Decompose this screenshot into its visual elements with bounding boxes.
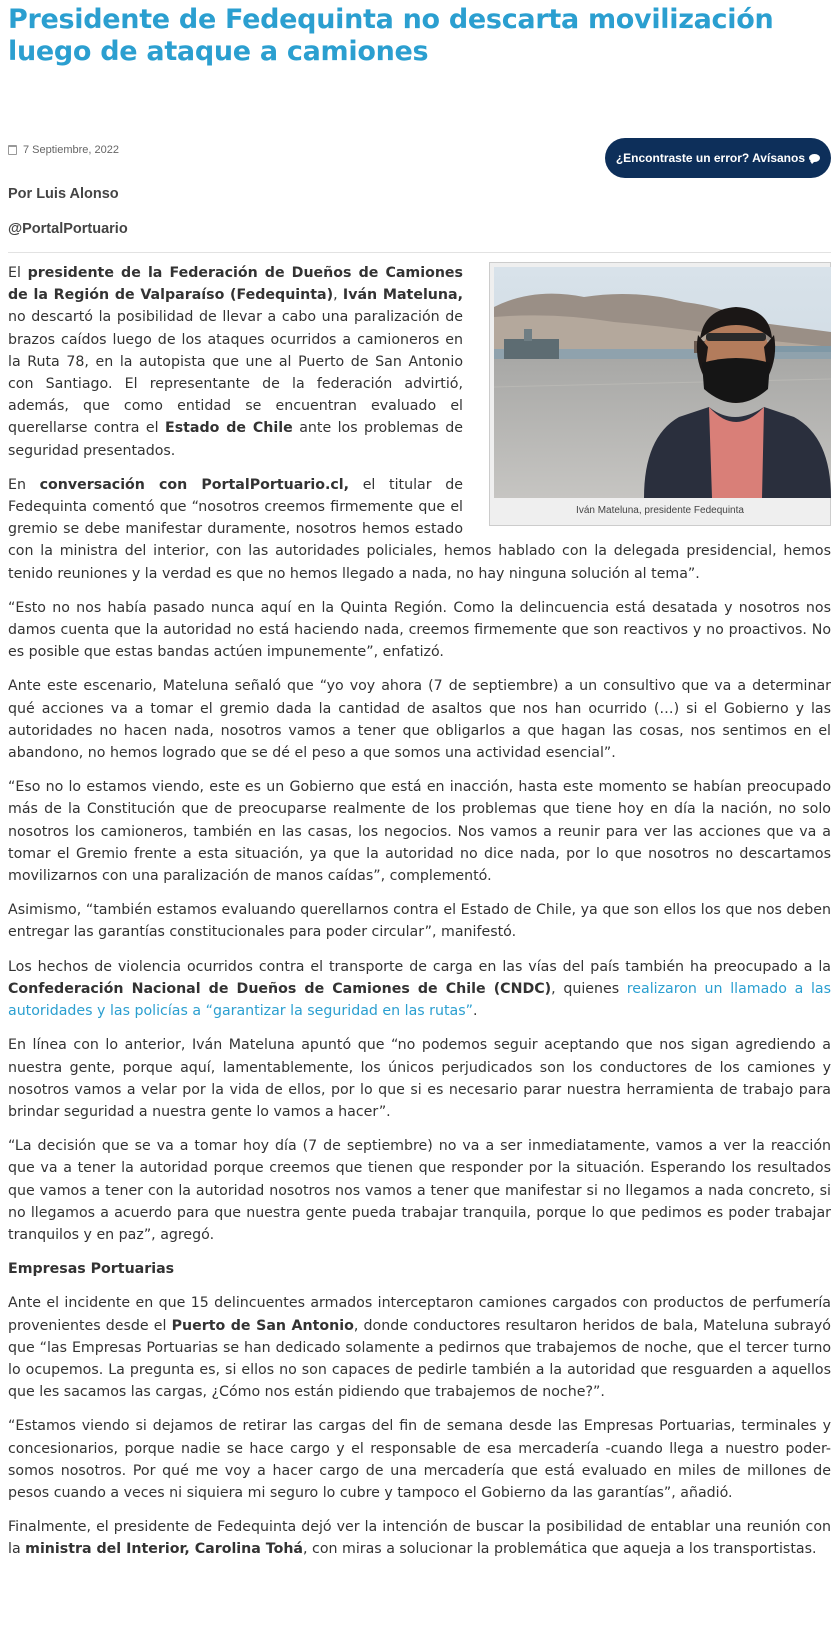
paragraph-10: Ante el incidente en que 15 delincuentes armados interceptaron camiones cargados con productos de perfumería provenientes desde el Puerto de San Antonio, donde conductores resultaron heridos de bala, Mateluna subrayó que “las Empresas Portuarias se han dedicado solamente a pedirnos que trabajemos de noche, que el tercer turno lo ocupemos. La pregunta es, si ellos no son capaces de pedirle también a la autoridad que resguarden a aquellos que les sacamos las cargas, ¿Cómo nos están pidiendo que trabajemos de noche?”. [8, 1295, 831, 1401]
comment-icon [809, 154, 820, 162]
article-title: Presidente de Fedequinta no descarta movilización luego de ataque a camiones [8, 4, 774, 67]
cndc-link[interactable]: realizaron un llamado a las autoridades y las policías a “garantizar la seguridad en las rutas” [8, 980, 831, 1020]
date-text: 7 Septiembre, 2022 [23, 144, 120, 156]
divider [8, 252, 831, 253]
paragraph-6: Asimismo, “también estamos evaluando querellarnos contra el Estado de Chile, ya que son ellos los que nos deben entregar las garantías constitucionales para poder circular”, manifestó. [8, 902, 831, 941]
article-date [8, 144, 119, 156]
paragraph-2: En conversación con PortalPortuario.cl, el titular de Fedequinta comentó que “nosotros creemos firmemente que el gremio se debe manifestar duramente, nosotros hemos estado con la ministra del interior, con las autoridades policiales, hemos hablado con la delegada presidencial, hemos tenido reuniones y la verdad es que no hemos llegado a nada, no hay ninguna solución al tema”. [8, 476, 831, 582]
paragraph-7: Los hechos de violencia ocurridos contra el transporte de carga en las vías del país también ha preocupado a la Confederación Nacional de Dueños de Camiones de Chile (CNDC), quienes realizaron un llamado a las autoridades y las policías a “garantizar la seguridad en las rutas”. [8, 958, 831, 1020]
author-handle: @PortalPortuario [8, 221, 128, 237]
section-heading: Empresas Portuarias [8, 1261, 175, 1278]
paragraph-8: En línea con lo anterior, Iván Mateluna apuntó que “no podemos seguir aceptando que nos sigan agrediendo a nuestra gente, porque aquí, lamentablemente, los únicos perjudicados son los conductores de los camiones y nosotros vamos a velar por la vida de ellos, por lo que si es necesario parar nuestra herramienta de trabajo para brindar seguridad a nuestra gente lo vamos a hacer”. [8, 1037, 831, 1120]
report-error-button[interactable] [605, 138, 831, 178]
author-byline: Por Luis Alonso [8, 186, 119, 202]
paragraph-5: “Eso no lo estamos viendo, este es un Gobierno que está en inacción, hasta este momento se habían preocupado más de la Constitución que de preocuparse realmente de los problemas que tiene hoy en día la nación, no solo nosotros los camioneros, también en las casas, los negocios. Nos vamos a reunir para ver las acciones que va a tomar el Gremio frente a esta situación, ya que la autoridad no dice nada, por lo que nosotros no descartamos movilizarnos con una paralización de manos caídas”, complementó. [8, 779, 831, 885]
paragraph-4: Ante este escenario, Mateluna señaló que “yo voy ahora (7 de septiembre) a un consultivo que va a determinar qué acciones va a tomar el gremio dada la cantidad de asaltos que nos han ocurrido (…) si el Gobierno y las autoridades no hacen nada, nosotros vamos a tener que obligarlos a que hagan las cosas, nos sentimos en el abandono, no hemos logrado que se dé el peso a que somos una actividad esencial”. [8, 678, 831, 762]
paragraph-9: “La decisión que se va a tomar hoy día (7 de septiembre) no va a ser inmediatamente, vamos a ver la reacción que va a tener la autoridad porque creemos que tienen que responder por la situación. Esperando los resultados que vamos a tener con la autoridad nosotros nos vamos a tener que manifestar si no llegamos a nada concreto, si no llegamos a acuerdo para que nuestra gente pueda trabajar tranquila, porque lo que pedimos es poder trabajar tranquilos y en paz”, agregó. [8, 1138, 831, 1243]
paragraph-1: El presidente de la Federación de Dueños de Camiones de la Región de Valparaíso (Fedequinta), Iván Mateluna, no descartó la posibilidad de llevar a cabo una paralización de brazos caídos luego de los ataques ocurridos a camioneros en la Ruta 78, en la autopista que une al Puerto de San Antonio con Santiago. El representante de la federación advirtió, además, que como entidad se encuentran evaluado el querellarse contra el Estado de Chile ante los problemas de seguridad presentados. [8, 265, 463, 459]
paragraph-3: “Esto no nos había pasado nunca aquí en la Quinta Región. Como la delincuencia está desatada y nosotros nos damos cuenta que la autoridad no está haciendo nada, creemos firmemente que son reactivos y no proactivos. No es posible que estas bandas actúen impunemente”, enfatizó. [8, 599, 831, 661]
report-error-label: ¿Encontraste un error? Avísanos [615, 151, 805, 165]
image-caption: Iván Mateluna, presidente Fedequinta [576, 505, 744, 516]
paragraph-12: Finalmente, el presidente de Fedequinta dejó ver la intención de buscar la posibilidad de entablar una reunión con la ministra del Interior, Carolina Tohá, con miras a solucionar la problemática que aqueja a los transportistas. [8, 1519, 831, 1558]
portrait-photo [494, 267, 831, 498]
article-body [8, 262, 831, 1561]
article-figure [489, 262, 831, 526]
paragraph-11: “Estamos viendo si dejamos de retirar las cargas del fin de semana desde las Empresas Portuarias, terminales y concesionarios, porque nadie se hace cargo y el responsable de esa mercadería -cuando llega a nuestro poder- somos nosotros. Por qué me voy a hacer cargo de una mercadería que está evaluado en miles de millones de pesos cuando a veces ni siquiera mi seguro lo cubre y tampoco el Gobierno da las garantías”, añadió. [8, 1418, 831, 1501]
calendar-icon [8, 145, 17, 155]
